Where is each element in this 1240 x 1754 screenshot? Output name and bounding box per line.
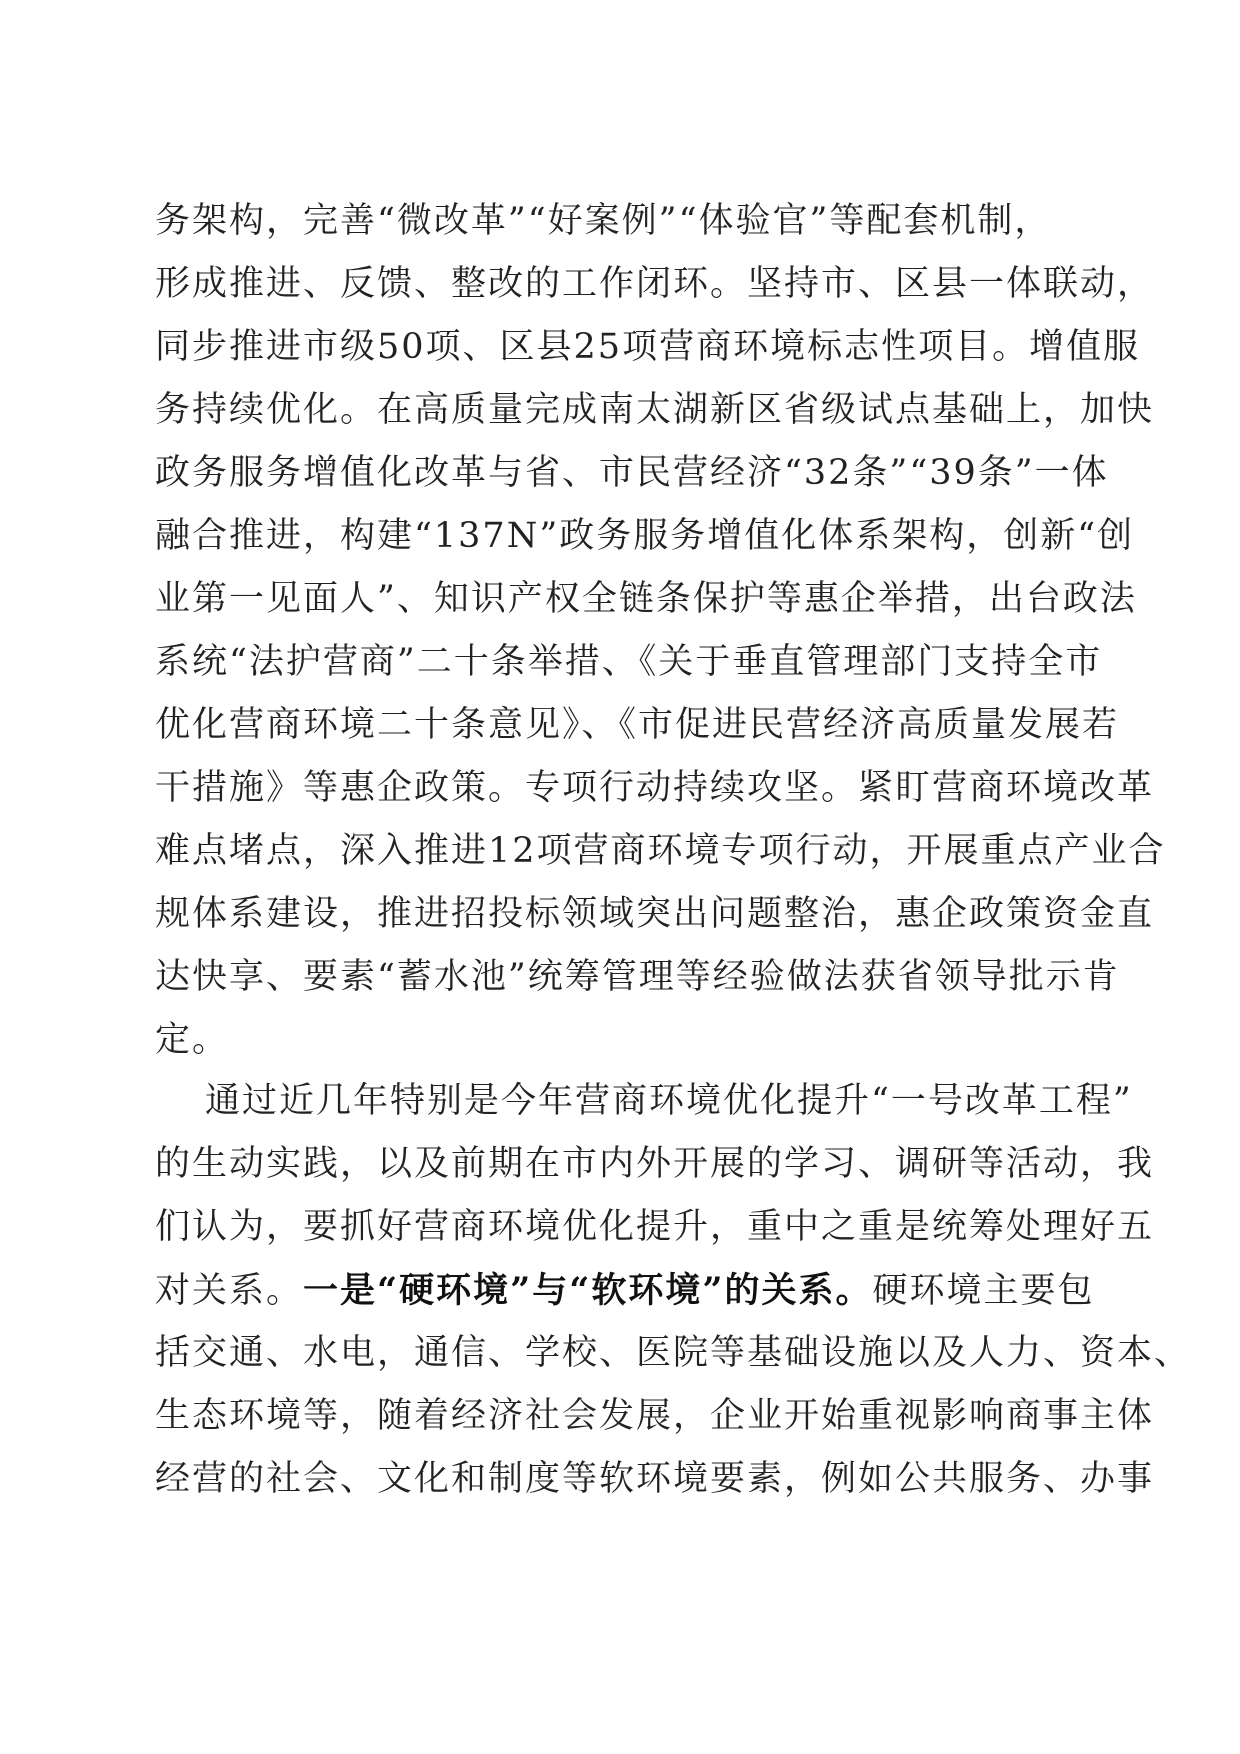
text-segment: 对关系。 — [155, 1271, 304, 1311]
text-line: 通过近几年特别是今年营商环境优化提升“一号改革工程” — [205, 1081, 1133, 1121]
text-line: 们认为，要抓好营商环境优化提升，重中之重是统筹处理好五 — [155, 1207, 1155, 1247]
text-line: 业第一见面人”、知识产权全链条保护等惠企举措，出台政法 — [155, 579, 1137, 619]
text-line: 生态环境等，随着经济社会发展，企业开始重视影响商事主体 — [155, 1396, 1155, 1436]
text-line: 务架构，完善“微改革”“好案例”“体验官”等配套机制， — [155, 201, 1052, 241]
text-line: 系统“法护营商”二十条举措、《关于垂直管理部门支持全市 — [155, 642, 1103, 682]
text-line: 括交通、水电，通信、学校、医院等基础设施以及人力、资本、 — [155, 1333, 1192, 1373]
text-line: 务持续优化。在高质量完成南太湖新区省级试点基础上，加快 — [155, 390, 1155, 430]
text-line: 规体系建设，推进招投标领域突出问题整治，惠企政策资金直 — [155, 894, 1155, 934]
text-line: 同步推进市级50项、区县25项营商环境标志性项目。增值服 — [155, 327, 1141, 367]
bold-subheading: 一是“硬环境”与“软环境”的关系。 — [303, 1270, 873, 1311]
text-line: 经营的社会、文化和制度等软环境要素，例如公共服务、办事 — [155, 1459, 1155, 1499]
text-line: 形成推进、反馈、整改的工作闭环。坚持市、区县一体联动， — [155, 264, 1155, 304]
paragraph-business-environment-progress — [155, 190, 1166, 1072]
text-segment: 硬环境主要包 — [872, 1271, 1095, 1311]
text-line: 的生动实践，以及前期在市内外开展的学习、调研等活动，我 — [155, 1144, 1155, 1184]
text-line: 优化营商环境二十条意见》、《市促进民营经济高质量发展若 — [155, 705, 1120, 745]
text-line-with-heading — [155, 1259, 1095, 1322]
text-line: 融合推进，构建“137N”政务服务增值化体系架构，创新“创 — [155, 516, 1135, 556]
text-line: 达快享、要素“蓄水池”统筹管理等经验做法获省领导批示肯 — [155, 957, 1120, 997]
text-line: 干措施》等惠企政策。专项行动持续攻坚。紧盯营商环境改革 — [155, 768, 1155, 808]
paragraph-five-relationships — [155, 1070, 1192, 1511]
text-line: 定。 — [155, 1020, 230, 1060]
text-line: 政务服务增值化改革与省、市民营经济“32条”“39条”一体 — [155, 453, 1109, 493]
text-line: 难点堵点，深入推进12项营商环境专项行动，开展重点产业合 — [155, 831, 1166, 871]
